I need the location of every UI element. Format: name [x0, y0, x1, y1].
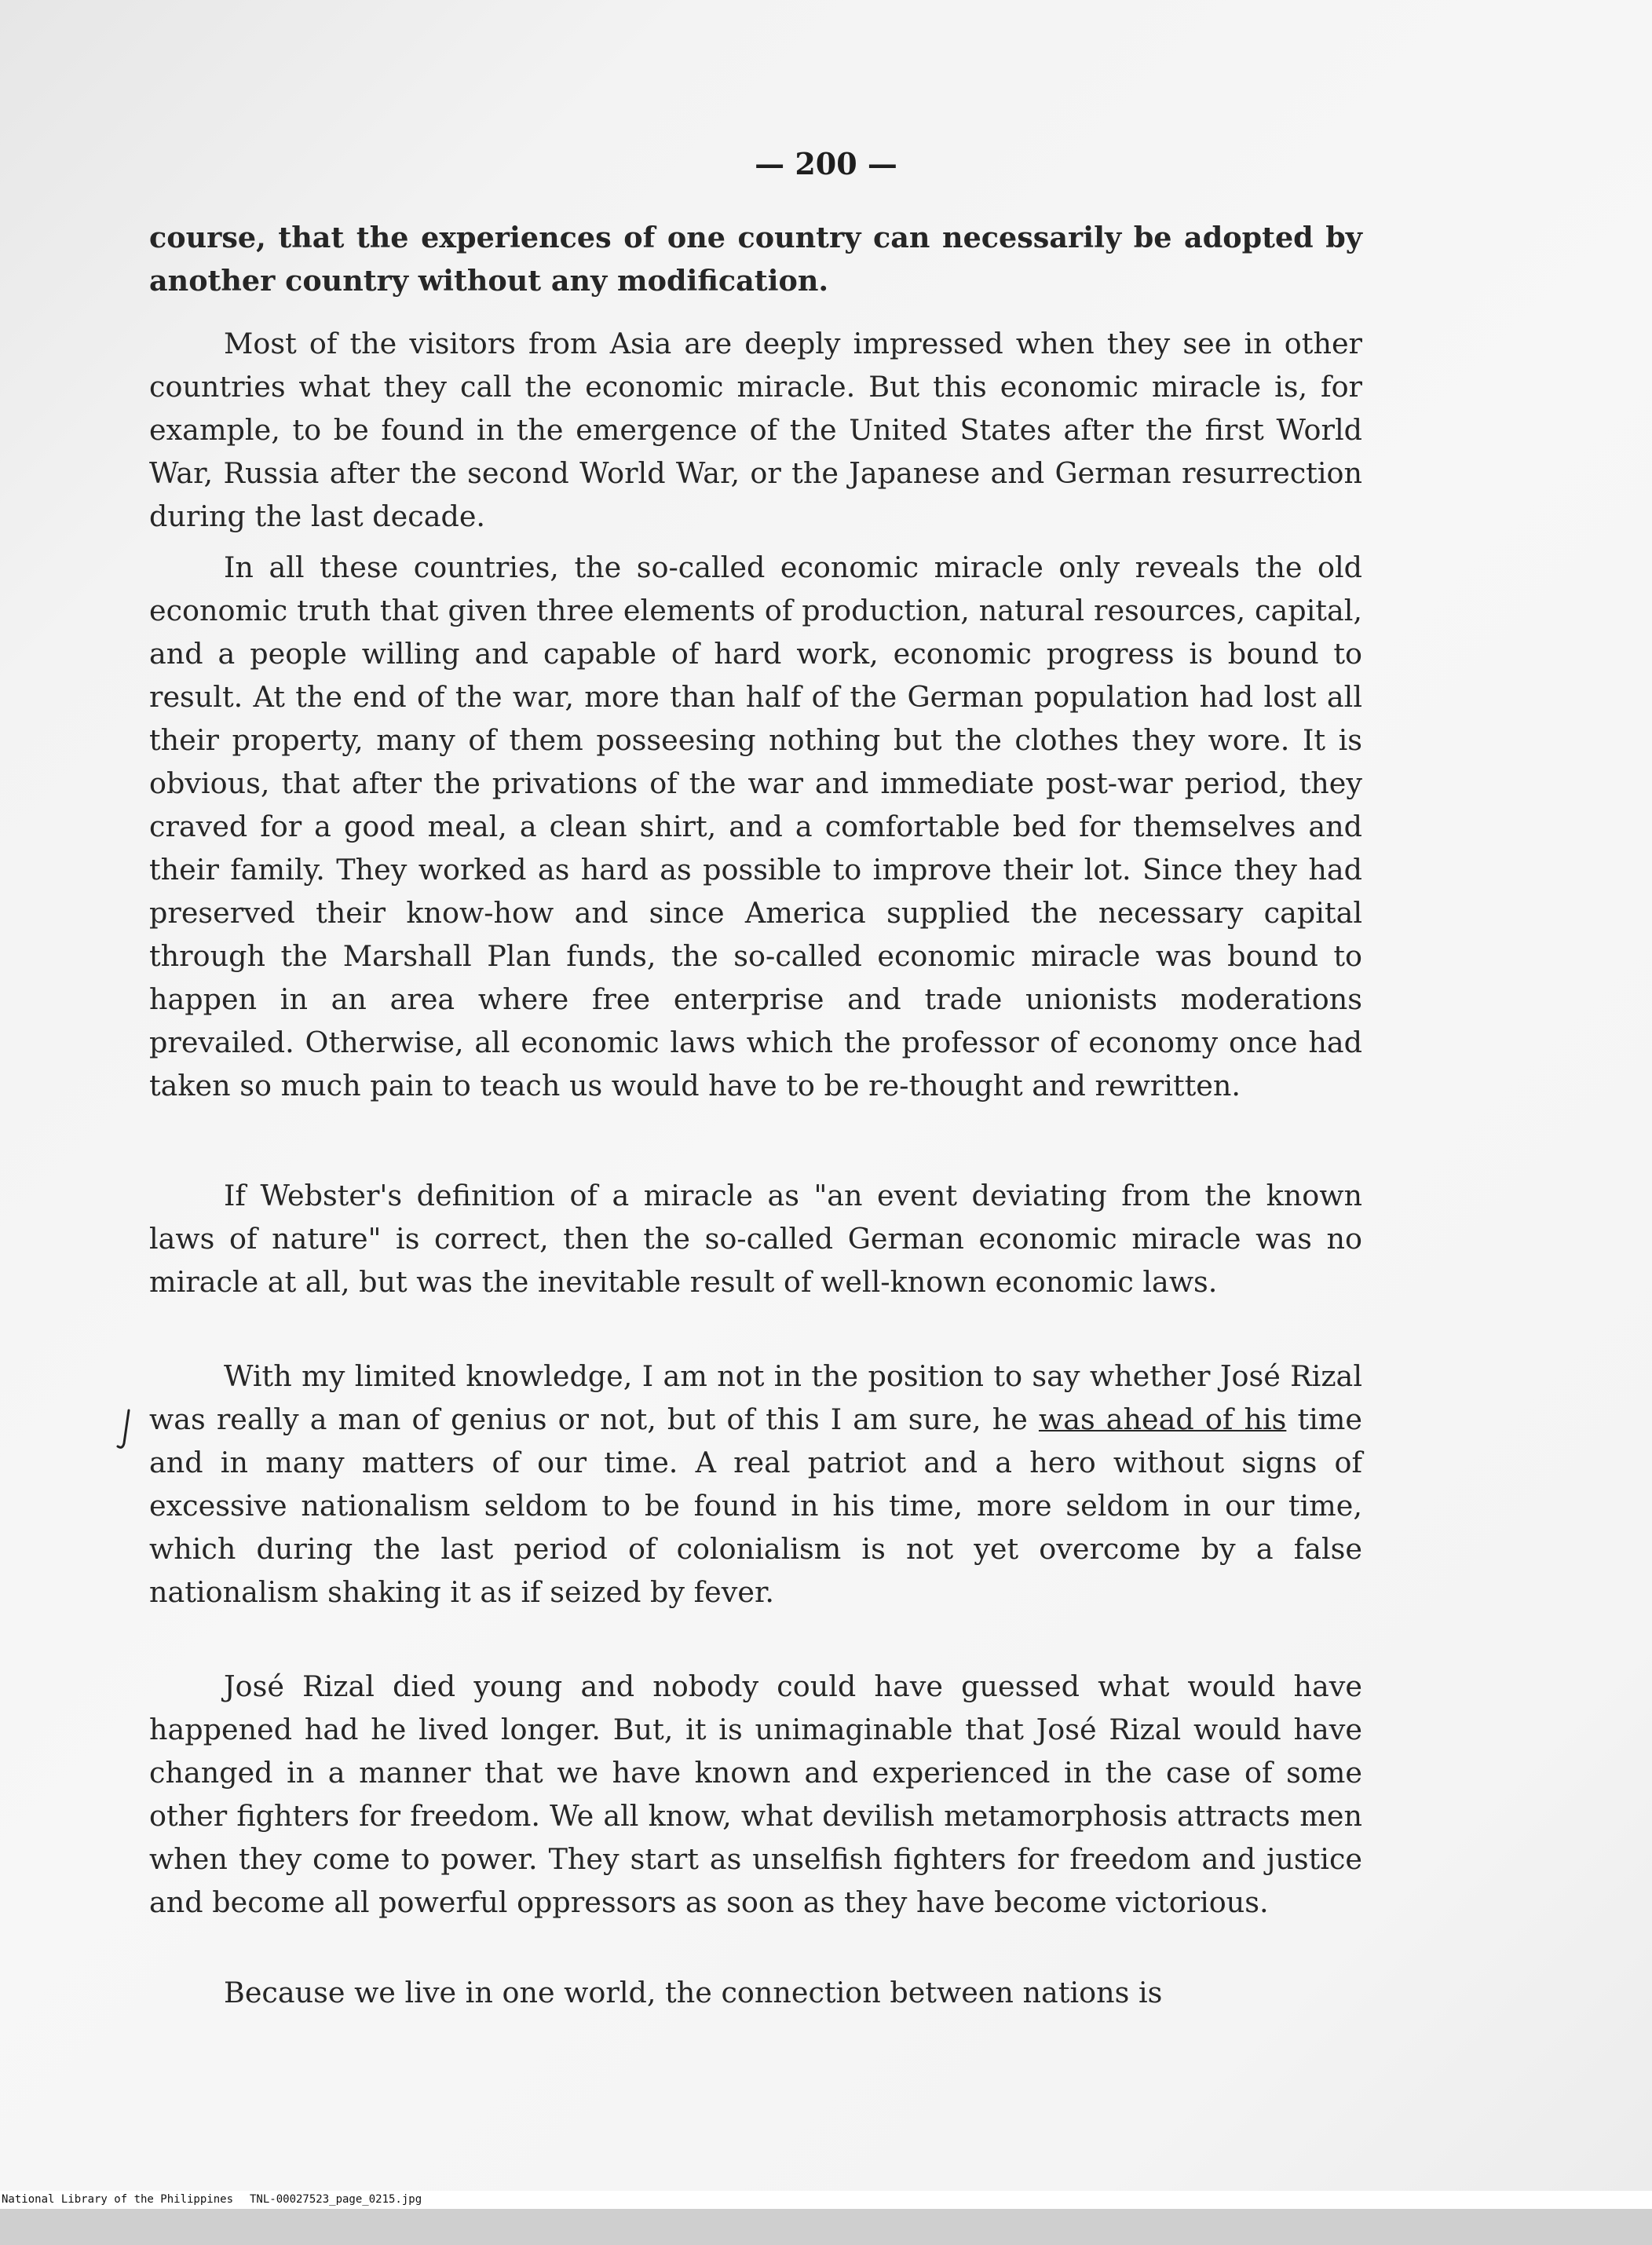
page-number: — 200 —	[755, 146, 897, 181]
paragraph-jose-rizal-genius	[149, 1355, 1362, 1614]
paragraph-jose-rizal-text-a: With my limited knowledge, I am not in the position to say whether José Rizal was really a man of genius or not, but of this I am sure, he	[149, 1359, 1362, 1436]
paragraph-economic-miracle: Most of the visitors from Asia are deeply impressed when they see in other countries what they call the economic miracle. But this economic miracle is, for example, to be found in the emergence of the United States after the first World War, Russia after the second World War, or the Japanese and German resurrection during the last decade.	[149, 327, 1362, 533]
paragraph-rizal-died-young: José Rizal died young and nobody could have guessed what would have happened had he lived longer. But, it is unimaginable that José Rizal would have changed in a manner that we have known and experienced in the case of some other fighters for freedom. We all know, what devilish metamorphosis attracts men when they come to power. They start as unselfish fighters for freedom and justice and become all powerful oppressors as soon as they have become victorious.	[149, 1669, 1362, 1919]
footer-filename: TNL-00027523_page_0215.jpg	[250, 2193, 422, 2206]
paragraph-economic-truth: In all these countries, the so-called economic miracle only reveals the old economic truth that given three elements of production, natural resources, capital, and a people willing and capable of hard work, economic progress is bound to result. At the end of the war, more than half of the German population had lost all their property, many of them posseesing nothing but the clothes they wore. It is obvious, that after the privations of the war and immediate post-war period, they craved for a good meal, a clean shirt, and a comfortable bed for themselves and their family. They worked as hard as possible to improve their lot. Since they had preserved their know-how and since America supplied the necessary capital through the Marshall Plan funds, the so-called economic miracle was bound to happen in an area where free enterprise and trade unionists moderations prevailed. Otherwise, all economic laws which the professor of economy once had taken so much pain to teach us would have to be re-thought and rewritten.	[149, 550, 1362, 1102]
paragraph-webster-definition: If Webster's definition of a miracle as "an event deviating from the known laws of nature" is correct, then the so-called German economic miracle was no miracle at all, but was the inevitable result of well-known economic laws.	[149, 1179, 1362, 1299]
scan-footer	[0, 2191, 1652, 2209]
underlined-phrase: was ahead of his	[1038, 1402, 1287, 1436]
footer-library-name: National Library of the Philippines	[2, 2193, 234, 2206]
paragraph-one-world: Because we live in one world, the connection between nations is	[224, 1976, 1163, 2009]
paragraph-continuation: course, that the experiences of one country can necessarily be adopted by another country without any modification.	[149, 221, 1362, 298]
check-mark-icon	[116, 1406, 132, 1453]
paragraph-jose-rizal-text-b: time and in many matters of our time. A real patriot and a hero without signs of excessive nationalism seldom to be found in his time, more seldom in our time, which during the last period of colonialism is not yet overcome by a false nationalism shaking it as if seized by fever.	[149, 1402, 1363, 1609]
